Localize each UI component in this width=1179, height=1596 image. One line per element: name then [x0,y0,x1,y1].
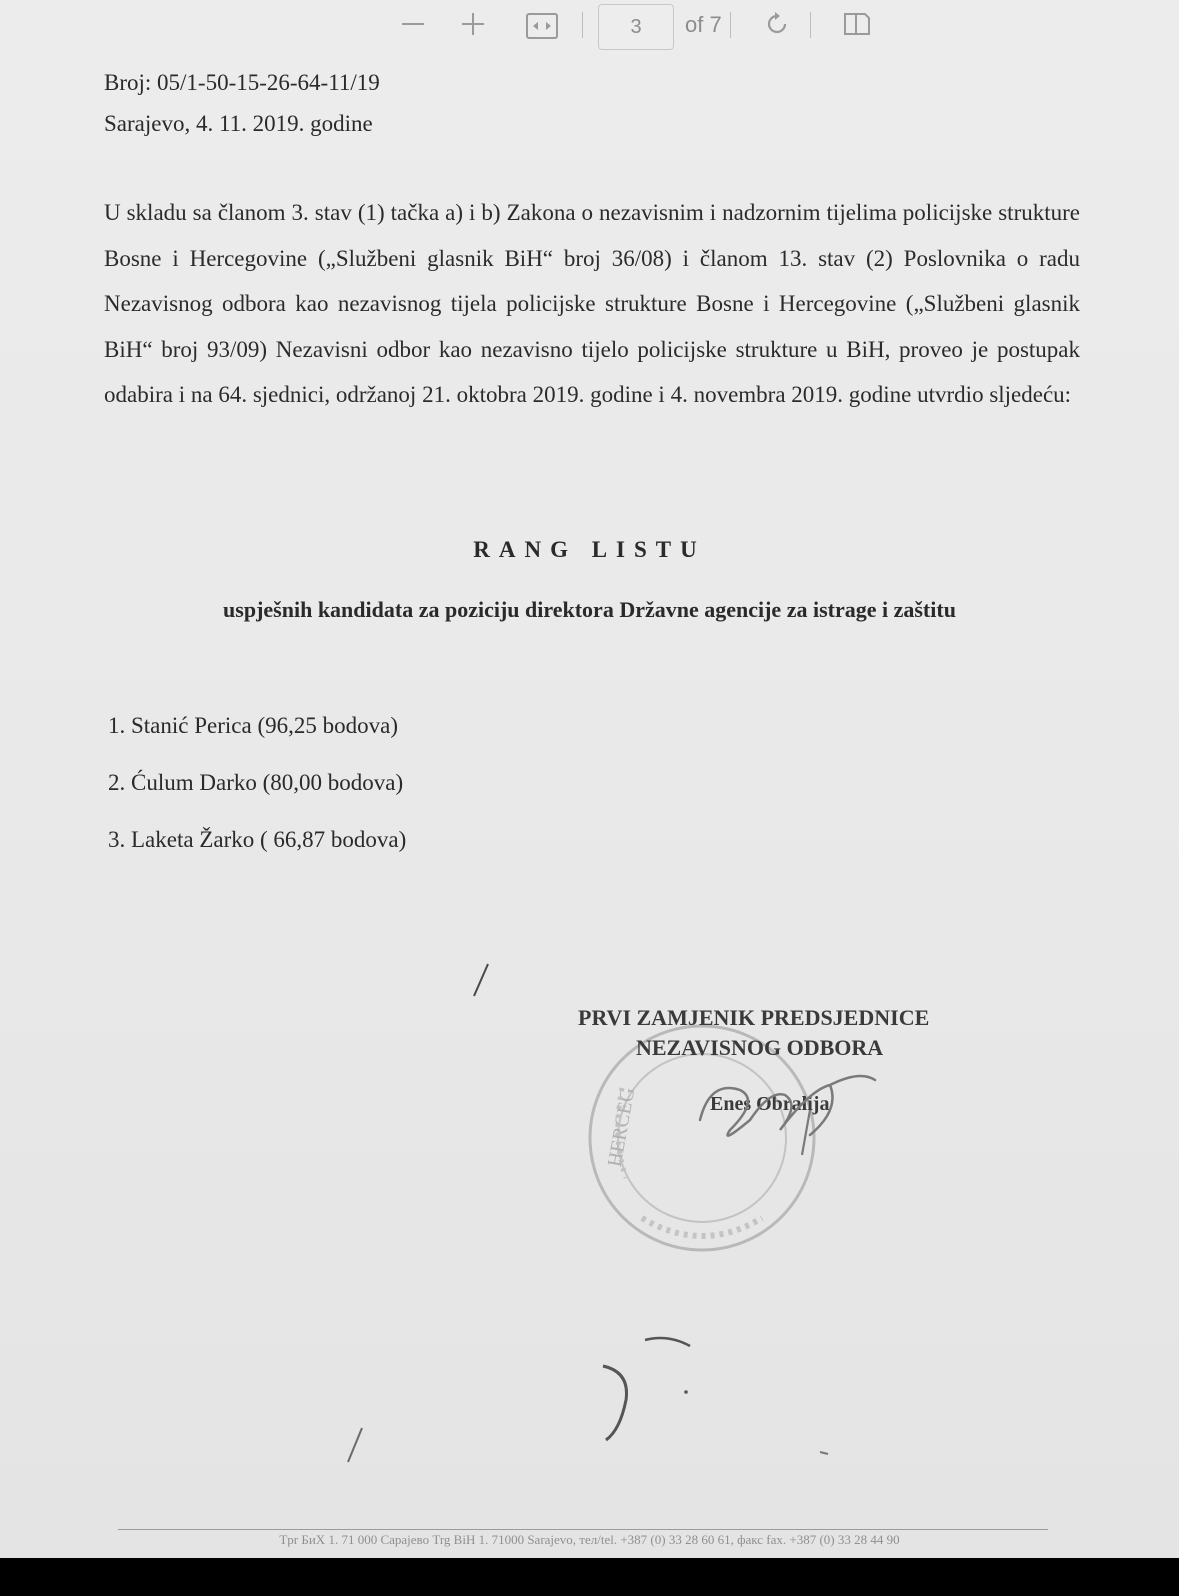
svg-text:HERCEG: HERCEG [603,1085,640,1169]
plus-icon [462,13,484,35]
toolbar-divider [730,12,731,38]
candidate-item: 3. Laketa Žarko ( 66,87 bodova) [108,827,407,852]
handwritten-signature [690,1050,890,1160]
document-subtitle: uspješnih kandidata za poziciju direktora Državne agencije za istrage i zaštitu [223,597,956,622]
page-total-label: of 7 [685,12,722,37]
zoom-out-button[interactable] [398,6,428,42]
minus-icon [402,22,424,26]
rotate-button[interactable] [760,6,794,42]
signatory-name: Enes Obralija [710,1093,830,1115]
page-view-icon [844,13,870,35]
footer-divider [118,1529,1048,1530]
fit-width-button[interactable] [526,13,558,39]
page-view-button[interactable] [840,6,874,42]
pdf-viewer-toolbar [360,0,920,52]
candidate-list [108,706,406,877]
page-number-input[interactable]: 3 [598,4,674,50]
reference-number: Broj: 05/1-50-15-26-64-11/19 [104,70,380,95]
document-title: RANG LISTU [473,537,706,562]
zoom-in-button[interactable] [458,6,488,42]
place-and-date: Sarajevo, 4. 11. 2019. godine [104,111,373,136]
preamble-paragraph: U skladu sa članom 3. stav (1) tačka a) i b) Zakona o nezavisnim i nadzornim tijelima policijske strukture Bosne i Hercegovine („Službeni glasnik BiH“ broj 36/08) i članom 13. stav (2) Poslovnika o radu Nezavisnog odbora kao nezavisnog tijela policijske strukture Bosne i Hercegovine („Službeni glasnik BiH“ broj 93/09) Nezavisni odbor kao nezavisno tijelo policijske strukture u BiH, proveo je postupak odabira i na 64. sjednici, održanoj 21. oktobra 2019. godine i 4. novembra 2019. godine utvrdio sljedeću: [104,200,1080,407]
signatory-title: NEZAVISNOG ODBORA [636,1035,884,1060]
toolbar-divider [582,12,583,38]
document-footer: Tpr БиХ 1. 71 000 Сарајево Trg BiH 1. 71000 Sarajevo, тел/tel. +387 (0) 33 28 60 61, факс fax. +387 (0) 33 28 44 90 [279,1532,900,1547]
candidate-item: 2. Ćulum Darko (80,00 bodova) [108,770,404,795]
fit-width-icon [532,21,552,31]
candidate-item: 1. Stanić Perica (96,25 bodova) [108,713,398,738]
signatory-title: PRVI ZAMJENIK PREDSJEDNICE [578,1005,930,1030]
rotate-icon [763,10,791,38]
toolbar-divider [810,12,811,38]
document-header [104,62,1080,144]
